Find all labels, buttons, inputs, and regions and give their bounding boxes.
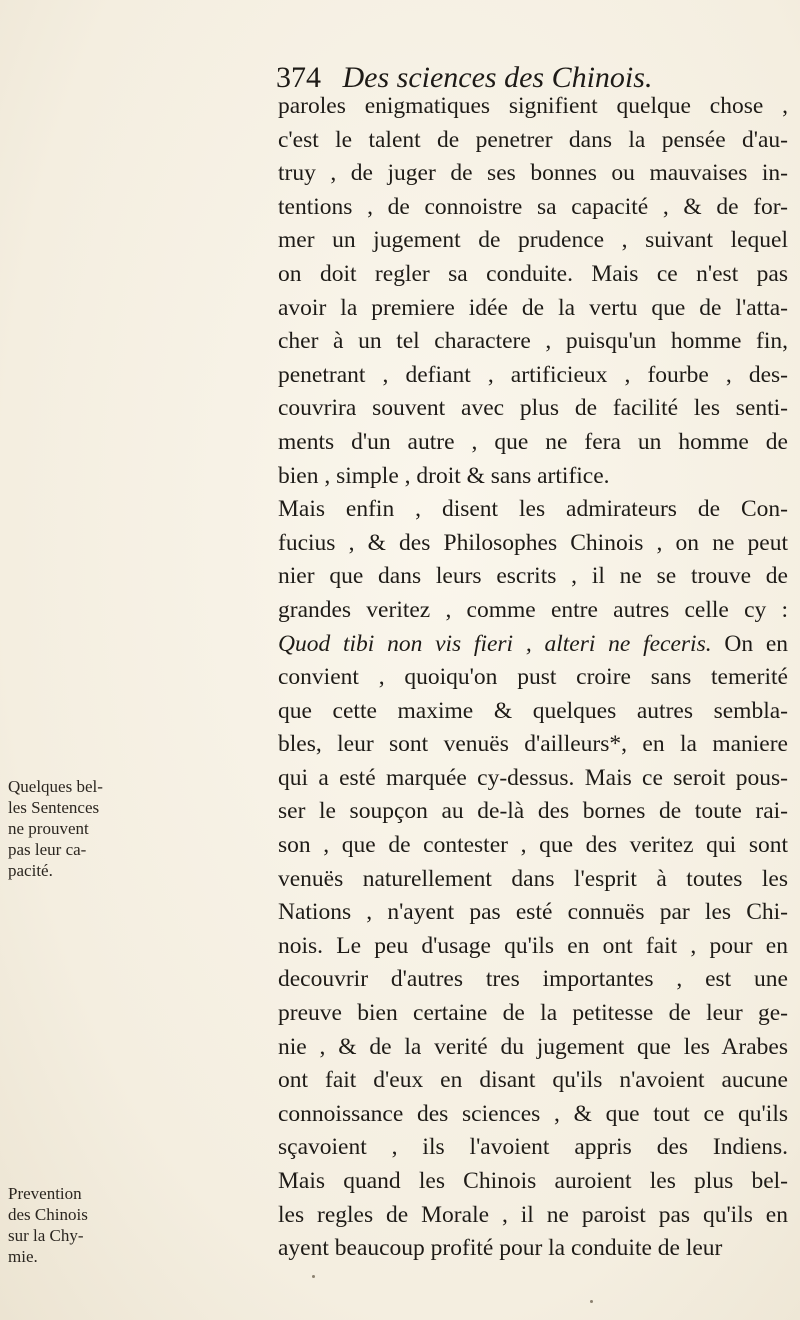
text-line: preuve bien certaine de la petitesse de leur ge- xyxy=(278,1000,788,1027)
margin-note-line: pacité. xyxy=(8,861,53,880)
text-line: nois. Le peu d'usage qu'ils en ont fait , pour en xyxy=(278,932,788,959)
text-line: nier que dans leurs escrits , il ne se trouve de xyxy=(278,563,788,590)
text-line: fucius , & des Philosophes Chinois , on ne peut xyxy=(278,529,788,556)
text-line: grandes veritez , comme entre autres celle cy : xyxy=(278,596,788,623)
text-line: les regles de Morale , il ne paroist pas qu'ils en xyxy=(278,1201,788,1228)
text-line: convient , quoiqu'on pust croire sans temerité xyxy=(278,664,788,691)
paper-speck xyxy=(590,1300,593,1303)
paper-speck xyxy=(312,1275,315,1278)
text-line: ser le soupçon au de-là des bornes de toute rai- xyxy=(278,798,788,825)
text-line: ments d'un autre , que ne fera un homme de xyxy=(278,428,788,455)
page-number: 374 xyxy=(276,61,321,94)
text-line: connoissance des sciences , & que tout ce qu'ils xyxy=(278,1100,788,1127)
text-line: nie , & de la verité du jugement que les Arabes xyxy=(278,1033,788,1060)
text-line: bien , simple , droit & sans artifice. xyxy=(278,462,610,489)
margin-note-line: pas leur ca- xyxy=(8,840,87,859)
text-line: paroles enigmatiques signifient quelque chose , xyxy=(278,93,788,119)
latin-maxim: Quod tibi non vis fieri , alteri ne feceris. xyxy=(278,630,712,657)
margin-note-chymie xyxy=(8,1183,138,1267)
margin-note-line: Prevention xyxy=(8,1184,82,1203)
text-line: on doit regler sa conduite. Mais ce n'est pas xyxy=(278,260,788,287)
text-line xyxy=(278,628,788,662)
text-line: Mais enfin , disent les admirateurs de Con- xyxy=(278,496,788,523)
text-line: ayent beaucoup profité pour la conduite de leur xyxy=(278,1235,723,1262)
text-line: sçavoient , ils l'avoient appris des Indiens. xyxy=(278,1134,788,1161)
text-line: Nations , n'ayent pas esté connuës par les Chi- xyxy=(278,899,788,926)
text-line: avoir la premiere idée de la vertu que de l'atta- xyxy=(278,294,788,321)
margin-note-line: sur la Chy- xyxy=(8,1226,84,1245)
text-line: Mais quand les Chinois auroient les plus bel- xyxy=(278,1168,788,1194)
margin-note-line: ne prouvent xyxy=(8,819,89,838)
text-line: bles, leur sont venuës d'ailleurs*, en la maniere xyxy=(278,731,788,758)
text-line: mer un jugement de prudence , suivant lequel xyxy=(278,227,788,254)
text-line: couvrira souvent avec plus de facilité les senti- xyxy=(278,395,788,422)
margin-note-line: mie. xyxy=(8,1247,38,1266)
text-line: tentions , de connoistre sa capacité , & de for- xyxy=(278,193,788,220)
body-text xyxy=(278,90,788,1266)
text-line: c'est le talent de penetrer dans la pensée d'au- xyxy=(278,126,788,153)
margin-note-line: les Sentences xyxy=(8,798,100,817)
margin-note-sentences xyxy=(8,776,138,881)
text-line: ont fait d'eux en disant qu'ils n'avoient aucune xyxy=(278,1067,788,1094)
running-title: Des sciences des Chinois. xyxy=(342,61,653,94)
margin-note-line: Quelques bel- xyxy=(8,777,103,796)
text-line: son , que de contester , que des veritez qui sont xyxy=(278,832,788,859)
margin-note-line: des Chinois xyxy=(8,1205,88,1224)
text-fragment: On en xyxy=(711,630,789,657)
text-line: qui a esté marquée cy-dessus. Mais ce seroit pous- xyxy=(278,764,788,791)
text-line: decouvrir d'autres tres importantes , est une xyxy=(278,966,788,993)
text-line: venuës naturellement dans l'esprit à toutes les xyxy=(278,865,788,892)
text-line: truy , de juger de ses bonnes ou mauvaises in- xyxy=(278,160,788,187)
text-line: que cette maxime & quelques autres sembla- xyxy=(278,697,788,724)
text-line: cher à un tel charactere , puisqu'un homme fin, xyxy=(278,328,788,355)
text-line: penetrant , defiant , artificieux , fourbe , des- xyxy=(278,361,788,388)
